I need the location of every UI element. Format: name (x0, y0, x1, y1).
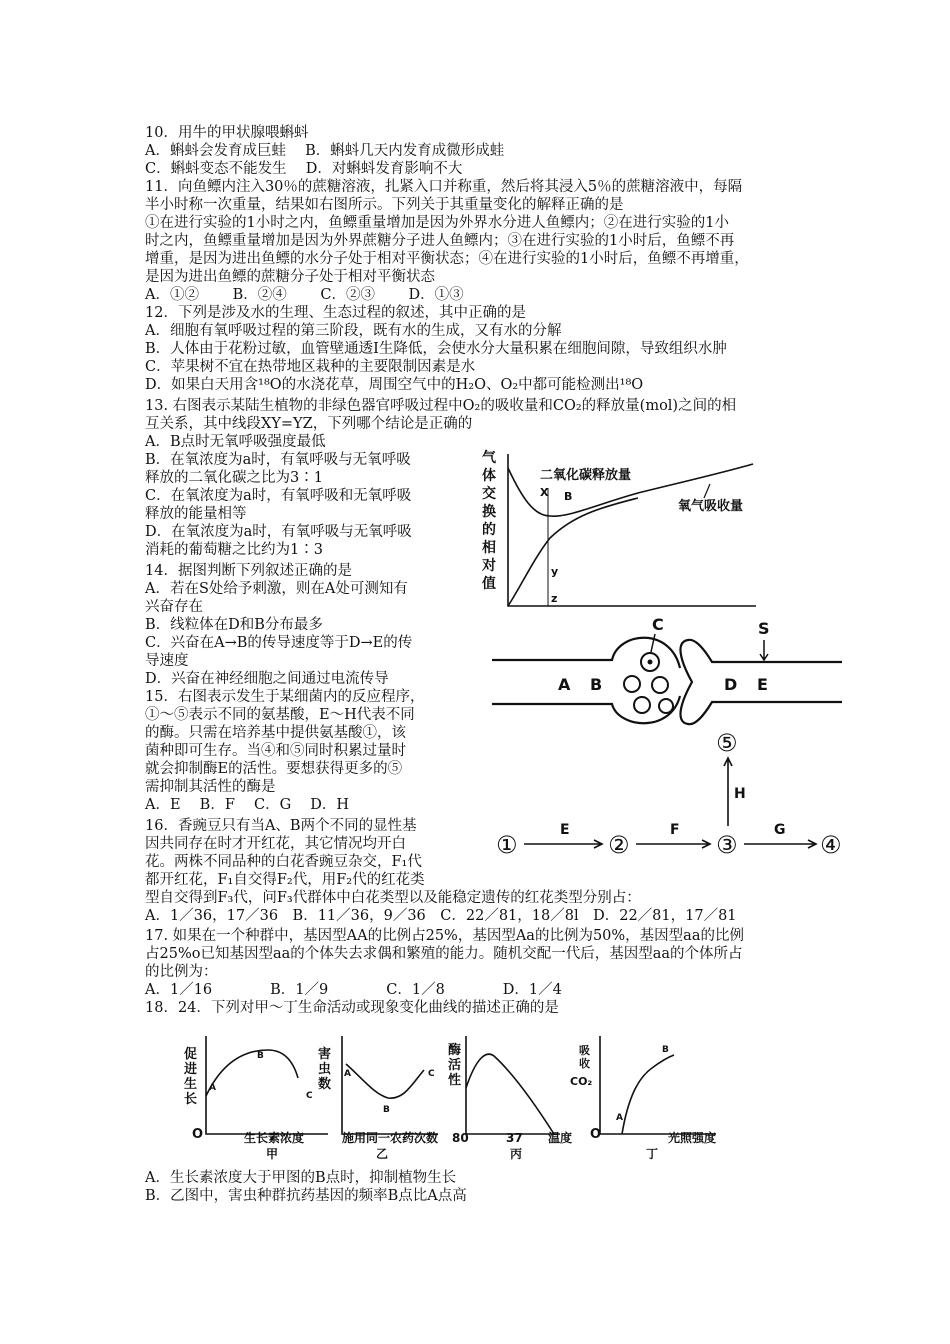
text-line: 10．用牛的甲状腺喂蝌蚪 (145, 125, 309, 141)
text-line: 增重，是因为进出鱼鳔的水分子处于相对平衡状态；④在进行实验的1小时后，鱼鳔不再增重， (145, 251, 749, 267)
text-line: 11．向鱼鳔内注入30％的蔗糖溶液，扎紧入口并称重，然后将其浸入5％的蔗糖溶液中，每隔 (145, 179, 743, 195)
text-line: 需抑制其活性的酶是 (145, 779, 276, 795)
node-3: ③ (716, 831, 738, 859)
enzyme-f: F (670, 822, 680, 838)
text-line: C．在氧浓度为a时，有氧呼吸和无氧呼吸 (145, 488, 412, 504)
arrow-f (636, 840, 710, 848)
ding-ylabel-1: 吸 (579, 1044, 590, 1057)
text-line: A．细胞有氧呼吸过程的第三阶段，既有水的生成，又有水的分解 (145, 323, 562, 339)
bing-ylabel-char: 性 (448, 1073, 462, 1088)
ding-ylabel-1b: 收 (579, 1057, 590, 1070)
text-line: 14．据图判断下列叙述正确的是 (145, 563, 352, 579)
text-line: 16．香豌豆只有当A、B两个不同的显性基 (145, 818, 417, 834)
text-line: ①在进行实验的1小时之内，鱼鳔重量增加是因为外界水分进人鱼鳔内；②在进行实验的1小 (145, 215, 729, 231)
nerve-figure (492, 612, 852, 736)
text-line: 释放的二氧化碳之比为3∶1 (145, 470, 323, 486)
text-line: 时之内，鱼鳔重量增加是因为外界蔗糖分子进人鱼鳔内；③在进行实验的1小时后，鱼鳔不再 (145, 233, 735, 249)
yi-caption: 乙 (376, 1147, 389, 1161)
ding-a: A (616, 1113, 623, 1123)
label-a: A (558, 675, 571, 694)
text-line: 就会抑制酶E的活性。要想获得更多的⑤ (145, 761, 403, 777)
text-line: 12．下列是涉及水的生理、生态过程的叙述，其中正确的是 (145, 305, 526, 321)
ding-xlabel: 光照强度 (668, 1131, 717, 1145)
text-line: 是因为进出鱼鳔的蔗糖分子处于相对平衡状态 (145, 269, 435, 285)
text-line: A．生长素浓度大于甲图的B点时，抑制植物生长 (145, 1170, 457, 1186)
ylabel-char: 体 (482, 468, 496, 484)
ylabel-char: 换 (482, 504, 496, 520)
text-line: D．如果白天用含¹⁸O的水浇花草，周围空气中的H₂O、O₂中都可能检测出¹⁸O (145, 377, 644, 393)
node-2: ② (608, 831, 630, 859)
yi-ylabel-char: 害 (318, 1047, 332, 1062)
jia-caption: 甲 (266, 1147, 279, 1161)
bing-ylabel-char: 酶 (448, 1043, 462, 1058)
text-line: B．线粒体在D和B分布最多 (145, 617, 323, 633)
text-line: 互关系，其中线段XY=YZ，下列哪个结论是正确的 (145, 416, 473, 432)
respiration-figure (478, 438, 778, 620)
text-line: C．蝌蚪变态不能发生 D．对蝌蚪发育影响不大 (145, 161, 463, 177)
co2-label: 二氧化碳释放量 (540, 468, 632, 483)
jia-curve (206, 1050, 298, 1096)
curves-figure (176, 1028, 756, 1162)
o2-uptake-curve (508, 498, 638, 606)
text-line: A．①② B．②④ C．②③ D．①③ (145, 287, 464, 303)
text-line: A．1／36，17／36 B．11／36，9／36 C．22／81，18／8l D．22／81，17／81 (145, 908, 737, 924)
label-b: B (590, 675, 603, 694)
text-line: 18．24．下列对甲～丁生命活动或现象变化曲线的描述正确的是 (145, 1000, 559, 1016)
arrow-e (524, 840, 602, 848)
ding-ylabel-2: CO₂ (570, 1075, 593, 1088)
text-line: C．兴奋在A→B的传导速度等于D→E的传 (145, 635, 413, 651)
ylabel-char: 值 (482, 576, 496, 592)
text-line: B．在氧浓度为a时，有氧呼吸与无氧呼吸 (145, 452, 411, 468)
ylabel-char: 的 (482, 522, 496, 538)
label-s: S (758, 619, 770, 638)
yi-a: A (344, 1069, 351, 1079)
jia-xlabel: 生长素浓度 (244, 1131, 305, 1145)
s-arrow (760, 640, 768, 660)
point-z: z (551, 592, 558, 605)
text-line: 占25%o已知基因型aa的个体失去求偶和繁殖的能力。随机交配一代后，基因型aa的个体所占 (145, 946, 743, 962)
text-line: D．在氧浓度为a时，有氧呼吸与无氧呼吸 (145, 524, 412, 540)
enzyme-g: G (774, 822, 786, 838)
yi-curve (346, 1064, 424, 1098)
label-c: C (652, 615, 664, 634)
ylabel-char: 相 (482, 540, 496, 556)
label-e: E (757, 675, 768, 694)
bing-caption: 丙 (510, 1147, 523, 1161)
jia-ylabel-char: 生 (184, 1077, 198, 1092)
ylabel-char: 交 (482, 486, 496, 502)
vesicle (659, 699, 673, 713)
vesicle (624, 676, 640, 692)
jia-origin: O (192, 1127, 204, 1142)
axon-bottom (492, 696, 680, 723)
text-line: 花。两株不同品种的白花香豌豆杂交，F₁代 (145, 854, 422, 870)
text-line: A．蝌蚪会发育成巨蛙 B．蝌蚪几天内发育成微形成蛙 (145, 143, 505, 159)
bing-tick-37: 37 (506, 1131, 523, 1145)
text-line: A．E B．F C．G D．H (145, 797, 350, 813)
jia-b: B (257, 1051, 264, 1061)
text-line: 的酶。只需在培养基中提供氨基酸①，该 (145, 725, 406, 741)
text-line: 13. 右图表示某陆生植物的非绿色器官呼吸过程中O₂的吸收量和CO₂的释放量(mol)之间的相 (145, 398, 737, 414)
bing-xlabel: 温度 (548, 1131, 573, 1145)
text-line: 消耗的葡萄糖之比约为1∶3 (145, 542, 323, 558)
vesicle (652, 677, 668, 693)
jia-ylabel-char: 促 (184, 1047, 198, 1062)
ylabel-char: 对 (482, 558, 496, 574)
node-1: ① (496, 831, 518, 859)
panel-ding (570, 1036, 716, 1161)
bing-ylabel-char: 活 (448, 1058, 462, 1073)
ylabel-char: 气 (482, 450, 496, 466)
panel-bing (447, 1036, 572, 1161)
c-leader (651, 634, 655, 652)
arrow-h (724, 758, 732, 826)
o2-leader (704, 484, 710, 498)
point-b: B (564, 490, 573, 503)
bing-curve (466, 1054, 554, 1134)
arrow-g (744, 840, 816, 848)
text-line: 半小时称一次重量，结果如右图所示。下列关于其重量变化的解释正确的是 (145, 197, 624, 213)
text-line: ①～⑤表示不同的氨基酸，E～H代表不同 (145, 707, 415, 723)
label-d: D (724, 675, 738, 694)
ding-origin: O (590, 1127, 602, 1142)
pathway-figure (490, 722, 860, 872)
enzyme-e: E (560, 822, 570, 838)
yi-b: B (383, 1105, 390, 1115)
point-x: X (540, 486, 549, 499)
ylabel-vertical (481, 449, 497, 592)
ding-b: B (662, 1045, 669, 1055)
yi-ylabel-char: 虫 (318, 1062, 332, 1077)
point-y: y (551, 565, 559, 578)
o2-label: 氧气吸收量 (678, 499, 744, 514)
vesicle (634, 697, 650, 713)
panel-jia (184, 1036, 328, 1161)
jia-a: A (209, 1083, 216, 1093)
panel-yi (318, 1036, 438, 1161)
vesicle-dot (648, 660, 653, 665)
text-line: 兴奋存在 (145, 599, 203, 615)
text-line: 导速度 (145, 653, 189, 669)
node-4: ④ (820, 831, 842, 859)
yi-c: C (428, 1069, 435, 1079)
yi-xlabel: 施用同一农药次数 (342, 1131, 439, 1145)
text-line: 因共同存在时才开红花，其它情况均开白 (145, 836, 406, 852)
text-line: A．B点时无氧呼吸强度最低 (145, 434, 326, 450)
node-5: ⑤ (716, 729, 738, 757)
bing-tick-80: 80 (452, 1131, 469, 1145)
ding-curve (622, 1055, 674, 1134)
text-line: 型自交得到F₃代，问F₃代群体中白花类型以及能稳定遗传的红花类型分别占： (145, 890, 641, 906)
text-line: B．乙图中，害虫种群抗药基因的频率B点比A点高 (145, 1188, 467, 1204)
text-line: B．人体由于花粉过敏，血管壁通透I生降低，会使水分大量积累在细胞间隙，导致组织水肿 (145, 341, 727, 357)
yi-ylabel-char: 数 (318, 1077, 332, 1092)
text-line: 都开红花，F₁自交得F₂代，用F₂代的红花类 (145, 872, 425, 888)
text-line: 17. 如果在一个种群中，基因型AA的比例占25%，基因型Aa的比例为50%，基因型aa的比例 (145, 928, 744, 944)
enzyme-h: H (734, 786, 746, 802)
text-line: A．1／16 B．1／9 C．1／8 D．1／4 (145, 982, 562, 998)
text-line: 释放的能量相等 (145, 506, 247, 522)
text-line: C．苹果树不宜在热带地区栽种的主要限制因素是水 (145, 359, 476, 375)
jia-ylabel-char: 进 (184, 1062, 198, 1077)
ding-caption: 丁 (646, 1147, 659, 1161)
jia-ylabel-char: 长 (184, 1092, 198, 1107)
text-line: A．若在S处给予刺激，则在A处可测知有 (145, 581, 408, 597)
text-line: 菌种即可生存。当④和⑤同时积累过量时 (145, 743, 406, 759)
text-line: 的比例为： (145, 964, 218, 980)
text-line: D．兴奋在神经细胞之间通过电流传导 (145, 671, 389, 687)
jia-c: C (306, 1091, 313, 1101)
text-line: 15．右图表示发生于某细菌内的反应程序， (145, 689, 425, 705)
